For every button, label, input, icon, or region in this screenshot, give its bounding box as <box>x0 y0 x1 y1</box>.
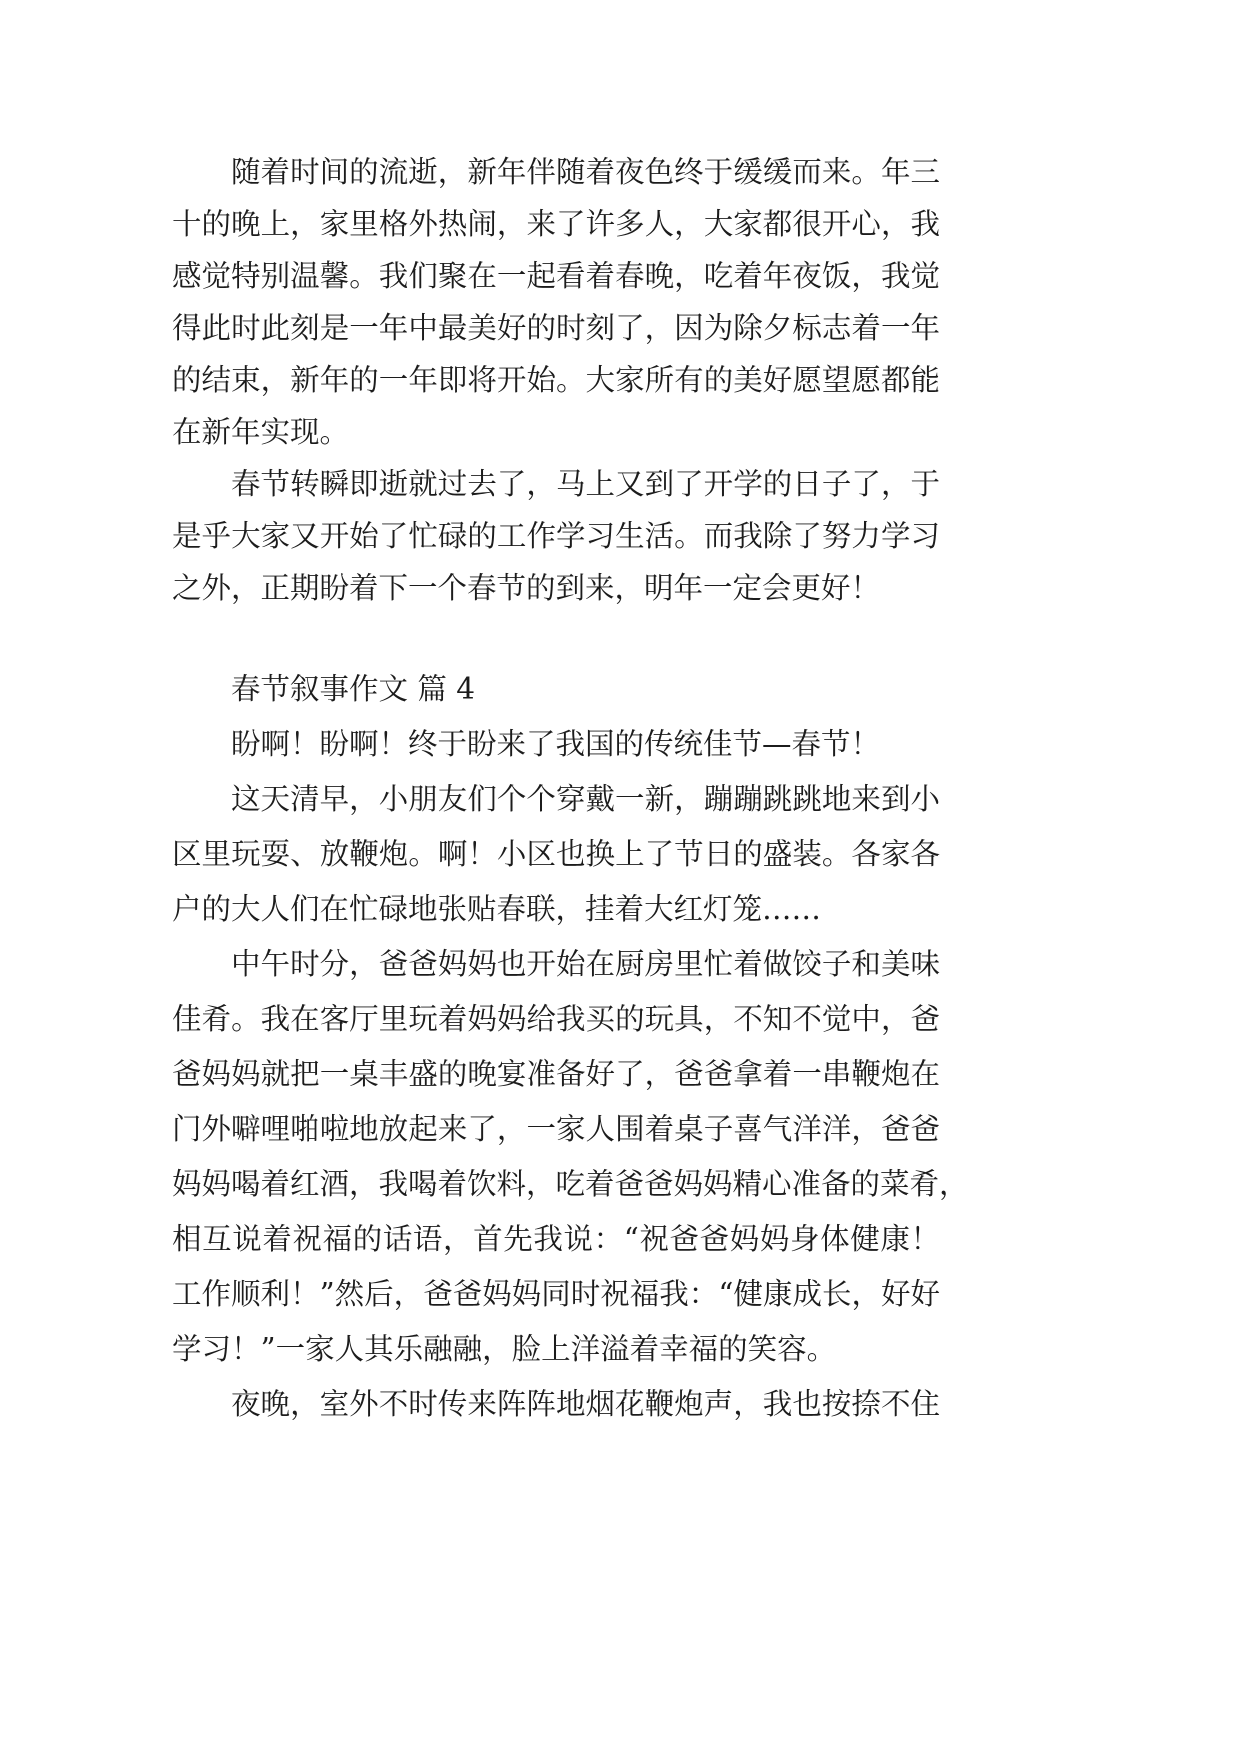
paragraph <box>172 772 942 937</box>
text-line: 这天清早，小朋友们个个穿戴一新，蹦蹦跳跳地来到小 <box>231 782 940 816</box>
text-line: 相互说着祝福的话语，首先我说：“祝爸爸妈妈身体健康！ <box>172 1222 940 1256</box>
text-line: 之外，正期盼着下一个春节的到来，明年一定会更好！ <box>172 571 881 605</box>
section-heading: 春节叙事作文 篇 4 <box>231 672 476 706</box>
text-line: 感觉特别温馨。我们聚在一起看着春晚，吃着年夜饭，我觉 <box>172 259 940 293</box>
text-line: 盼啊！盼啊！终于盼来了我国的传统佳节—春节！ <box>231 727 881 761</box>
text-line: 学习！”一家人其乐融融，脸上洋溢着幸福的笑容。 <box>172 1332 837 1366</box>
paragraph <box>172 146 942 458</box>
paragraph <box>172 1377 942 1432</box>
document-body-bottom <box>172 662 969 1432</box>
document-body-top <box>172 146 942 614</box>
text-line: 妈妈喝着红酒，我喝着饮料，吃着爸爸妈妈精心准备的菜肴， <box>172 1167 969 1201</box>
text-line: 十的晚上，家里格外热闹，来了许多人，大家都很开心，我 <box>172 207 940 241</box>
paragraph <box>172 717 942 772</box>
text-line: 区里玩耍、放鞭炮。啊！小区也换上了节日的盛装。各家各 <box>172 837 940 871</box>
paragraph <box>172 937 969 1377</box>
text-line: 户的大人们在忙碌地张贴春联，挂着大红灯笼…… <box>172 892 822 926</box>
text-line: 在新年实现。 <box>172 415 350 449</box>
text-line: 的结束，新年的一年即将开始。大家所有的美好愿望愿都能 <box>172 363 940 397</box>
text-line: 春节转瞬即逝就过去了，马上又到了开学的日子了，于 <box>231 467 940 501</box>
text-line: 夜晚，室外不时传来阵阵地烟花鞭炮声，我也按捺不住 <box>231 1387 940 1421</box>
text-line: 佳肴。我在客厅里玩着妈妈给我买的玩具，不知不觉中，爸 <box>172 1002 940 1036</box>
text-line: 爸妈妈就把一桌丰盛的晚宴准备好了，爸爸拿着一串鞭炮在 <box>172 1057 940 1091</box>
text-line: 工作顺利！”然后，爸爸妈妈同时祝福我：“健康成长，好好 <box>172 1277 940 1311</box>
text-line: 门外噼哩啪啦地放起来了，一家人围着桌子喜气洋洋，爸爸 <box>172 1112 940 1146</box>
text-line: 随着时间的流逝，新年伴随着夜色终于缓缓而来。年三 <box>231 155 940 189</box>
text-line: 中午时分，爸爸妈妈也开始在厨房里忙着做饺子和美味 <box>231 947 940 981</box>
paragraph <box>172 458 942 614</box>
text-line: 是乎大家又开始了忙碌的工作学习生活。而我除了努力学习 <box>172 519 940 553</box>
text-line: 得此时此刻是一年中最美好的时刻了，因为除夕标志着一年 <box>172 311 940 345</box>
